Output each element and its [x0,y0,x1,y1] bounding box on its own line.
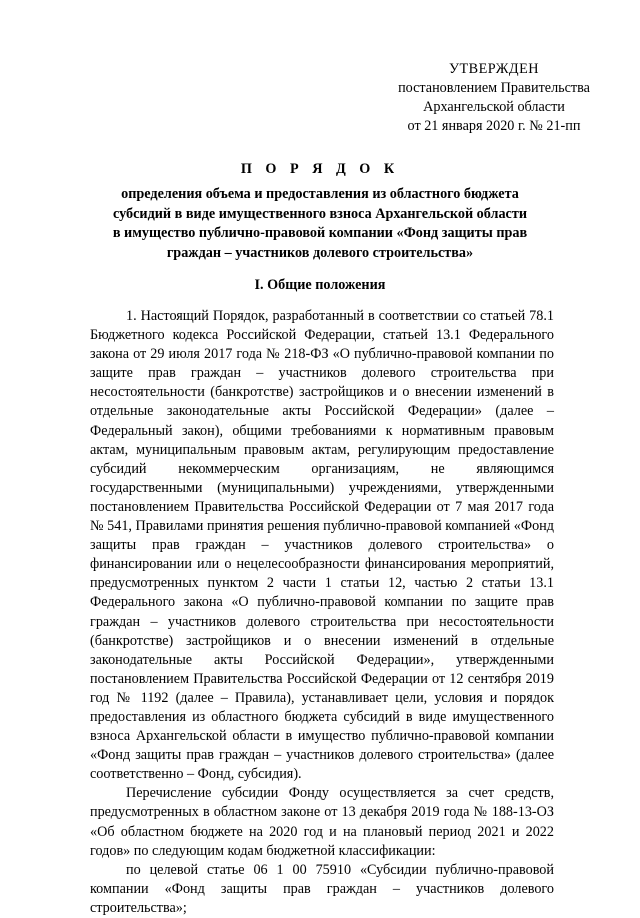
approval-line-date: от 21 января 2020 г. № 21-пп [407,118,581,134]
document-title [90,160,550,263]
approval-line-region: Архангельской области [423,99,565,115]
paragraph: по целевой статье 06 1 00 75910 «Субсидии публично-правовой компании «Фонд защиты прав граждан – участников долевого строительства»; [90,861,554,916]
paragraph: Перечисление субсидии Фонду осуществляется за счет средств, предусмотренных в областном законе от 13 декабря 2019 года № 188-13-ОЗ «Об областном бюджете на 2020 год и на плановый период 2021 и 2022 годов» по следующим кодам бюджетной классификации: [90,785,554,859]
title-line: в имущество публично-правовой компании «Фонд защиты прав [112,225,528,242]
title-line: граждан – участников долевого строительства» [166,244,474,261]
title-line: определения объема и предоставления из областного бюджета [121,186,519,203]
approval-title: УТВЕРЖДЕН [448,61,540,77]
approval-stamp [384,60,604,136]
title-word: П О Р Я Д О К [240,161,400,177]
approval-line-decree: постановлением Правительства [398,80,590,96]
title-line: субсидий в виде имущественного взноса Архангельской области [113,205,527,222]
paragraph: 1. Настоящий Порядок, разработанный в соответствии со статьей 78.1 Бюджетного кодекса Российской Федерации, статьей 13.1 Федерального закона от 29 июля 2017 года № 218-ФЗ «О публично-правовой компании по защите прав граждан – участников долевого строительства при несостоятельности (банкротстве) застройщиков и о внесении изменений в отдельные законодательные акты Российской Федерации» (далее – Федеральный закон), общими требованиями к нормативным правовым актам, муниципальным правовым актам, регулирующим предоставление субсидий некоммерческим организациям, не являющимся государственными (муниципальными) учреждениями, утвержденными постановлением Правительства Российской Федерации от 7 мая 2017 года № 541, Правилами принятия решения публично-правовой компанией «Фонд защиты прав граждан – участников долевого строительства» о финансировании или о нецелесообразности финансирования мероприятий, предусмотренных пунктом 2 части 1 статьи 12, частью 2 статьи 13.1 Федерального закона «О публично-правовой компании по защите прав граждан – участников долевого строительства при несостоятельности (банкротстве) застройщиков и о внесении изменений в отдельные законодательные акты Российской Федерации», утвержденными постановлением Правительства Российской Федерации от 12 сентября 2019 год № 1192 (далее – Правила), устанавливает цели, условия и порядок предоставления из областного бюджета субсидий в виде имущественного взноса Архангельской области в имущество публично-правовой компании «Фонд защиты прав граждан – участников долевого строительства» (далее соответственно – Фонд, субсидия). [90,308,554,783]
document-body [90,307,554,918]
section-heading: I. Общие положения [254,277,386,293]
